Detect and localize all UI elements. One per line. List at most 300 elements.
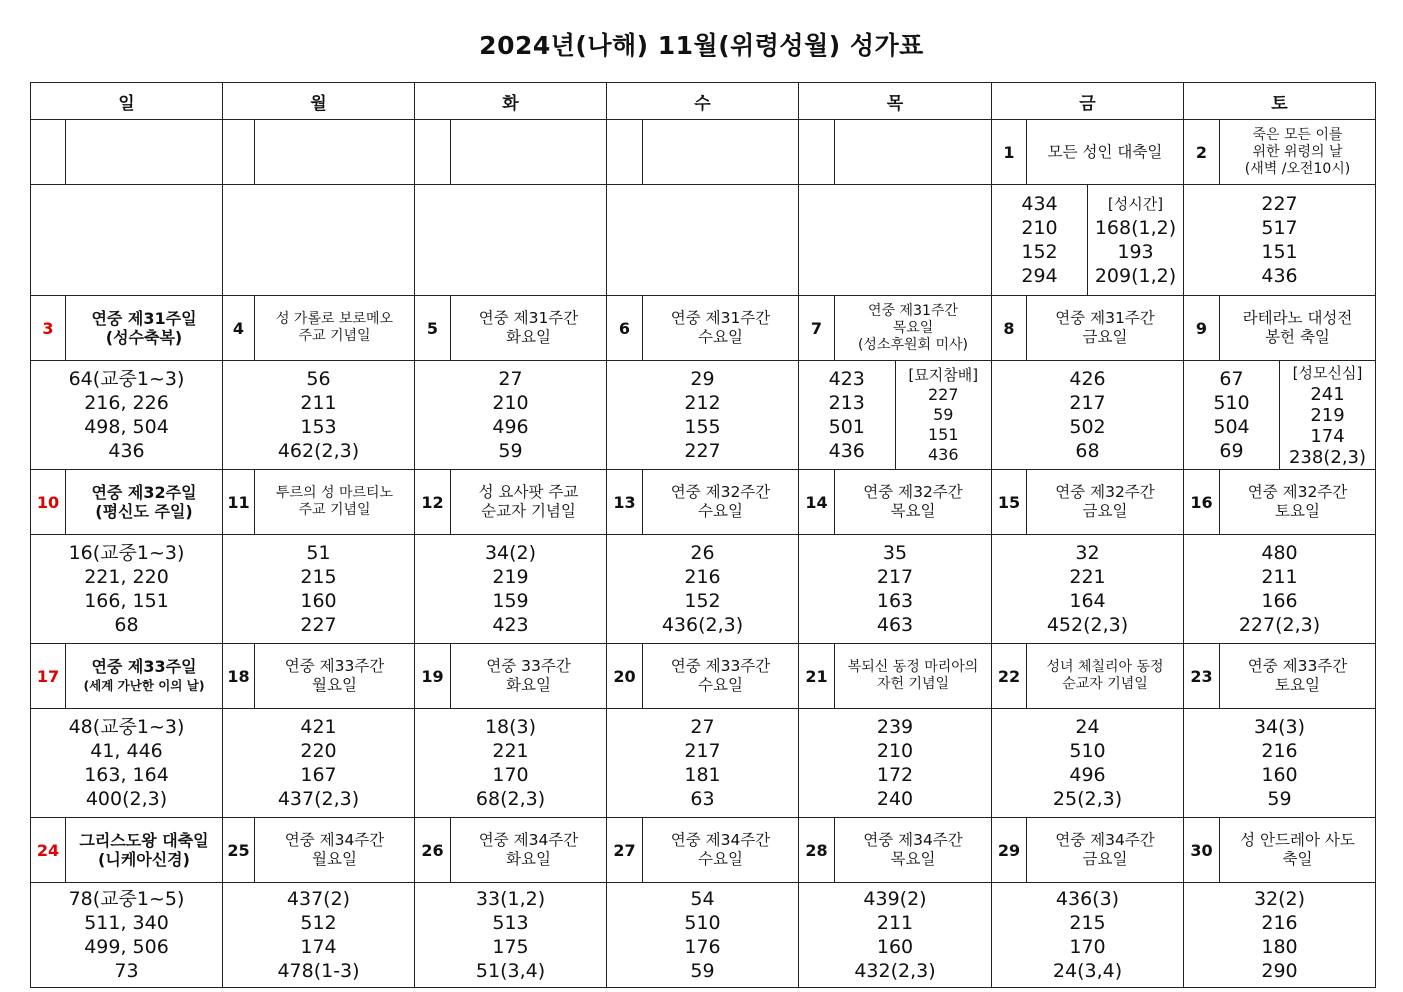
feast-name-line: 화요일 xyxy=(506,676,551,694)
day-feast-name xyxy=(66,470,223,535)
hymn-number: 209(1,2) xyxy=(1094,265,1177,287)
feast-name-line: 토요일 xyxy=(1275,502,1320,520)
hymn-cell xyxy=(31,709,223,818)
feast-name-line: 수요일 xyxy=(698,502,743,520)
hymn-number: 239 xyxy=(876,716,914,738)
hymn-number: 213 xyxy=(828,392,865,414)
feast-name-line: (니케아신경) xyxy=(98,850,190,869)
hymn-number: 155 xyxy=(684,416,721,438)
hymn-number: 174 xyxy=(1310,425,1345,447)
feast-name-line: 성녀 체칠리아 동정 xyxy=(1046,659,1164,675)
hymn-number: 216 xyxy=(684,566,721,588)
hymn-number: 69 xyxy=(1219,440,1244,462)
hymn-number: 216 xyxy=(1261,912,1298,934)
feast-name-line: 순교자 기념일 xyxy=(481,502,576,520)
day-feast-name xyxy=(451,470,607,535)
day-number xyxy=(223,120,255,185)
hymn-main-list xyxy=(992,185,1087,295)
day-feast-name xyxy=(1220,120,1376,185)
hymn-number: 437(2) xyxy=(286,888,351,910)
hymn-number: 167 xyxy=(300,764,337,786)
hymn-cell xyxy=(31,361,223,470)
hymn-extra-list xyxy=(1279,361,1375,469)
weekday-header: 일 xyxy=(31,83,223,120)
day-number: 16 xyxy=(1184,470,1220,535)
date-row xyxy=(31,644,1376,709)
hymn-number: 423 xyxy=(492,614,529,636)
hymn-number: 423 xyxy=(828,368,865,390)
hymn-number: 513 xyxy=(492,912,529,934)
hymn-number: 68(2,3) xyxy=(475,788,546,810)
hymn-cell xyxy=(223,535,415,644)
hymn-extra-list xyxy=(895,361,992,469)
hymn-main-list xyxy=(799,361,895,469)
feast-name-line: 연중 제33주일 xyxy=(91,657,197,676)
feast-name-line: 금요일 xyxy=(1082,502,1128,520)
hymn-number: 166 xyxy=(1261,590,1298,612)
feast-name-line: 수요일 xyxy=(698,676,743,694)
hymn-cell xyxy=(1184,709,1376,818)
day-number: 29 xyxy=(992,818,1027,883)
hymn-number: 170 xyxy=(1069,936,1106,958)
date-row xyxy=(31,296,1376,361)
hymn-number: 170 xyxy=(492,764,529,786)
day-number: 11 xyxy=(223,470,255,535)
day-feast-name xyxy=(835,470,992,535)
day-number: 15 xyxy=(992,470,1027,535)
feast-name-line: (성소후원회 미사) xyxy=(857,336,969,353)
hymn-number: 238(2,3) xyxy=(1288,446,1367,468)
hymn-number: 227(2,3) xyxy=(1238,614,1321,636)
hymn-number: 217 xyxy=(1069,392,1106,414)
feast-name-line: 연중 제31주간 xyxy=(670,309,771,327)
day-number: 9 xyxy=(1184,296,1220,361)
weekday-header: 화 xyxy=(415,83,607,120)
day-feast-name xyxy=(66,296,223,361)
hymn-number: 152 xyxy=(684,590,721,612)
day-feast-name xyxy=(1220,818,1376,883)
day-feast-name xyxy=(835,120,992,185)
day-feast-name xyxy=(1027,644,1184,709)
day-feast-name xyxy=(835,644,992,709)
day-feast-name xyxy=(1027,818,1184,883)
hymn-cell xyxy=(223,883,415,988)
hymn-number: 463 xyxy=(876,614,914,636)
feast-name-line: 라테라노 대성전 xyxy=(1242,309,1353,327)
hymn-number: 290 xyxy=(1261,960,1298,982)
hymn-number: 432(2,3) xyxy=(854,960,936,982)
day-number: 7 xyxy=(799,296,835,361)
hymn-cell xyxy=(223,185,415,296)
hymn-cell xyxy=(992,535,1184,644)
day-number: 3 xyxy=(31,296,66,361)
feast-name-line: 연중 제32주간 xyxy=(863,483,963,501)
day-number: 18 xyxy=(223,644,255,709)
hymn-number: 34(3) xyxy=(1253,716,1306,738)
hymn-number: 160 xyxy=(300,590,337,612)
hymn-cell xyxy=(607,535,799,644)
hymn-cell xyxy=(223,709,415,818)
feast-name-line: 연중 제31주간 xyxy=(1055,309,1155,327)
hymn-number: 59 xyxy=(690,960,715,982)
day-number: 19 xyxy=(415,644,451,709)
hymn-cell xyxy=(415,709,607,818)
hymn-cell xyxy=(992,361,1184,470)
hymn-number: 496 xyxy=(492,416,529,438)
hymn-cell xyxy=(607,361,799,470)
hymn-cell xyxy=(607,883,799,988)
feast-name-line: 연중 제34주간 xyxy=(478,831,579,849)
hymn-number: 174 xyxy=(300,936,337,958)
feast-name-line: 토요일 xyxy=(1275,676,1320,694)
hymn-number: 56 xyxy=(306,368,331,390)
hymn-number: 24 xyxy=(1075,716,1100,738)
hymn-cell xyxy=(799,709,992,818)
hymn-cell xyxy=(607,709,799,818)
hymn-cell xyxy=(799,883,992,988)
hymn-number: 240 xyxy=(876,788,914,810)
hymn-number: 504 xyxy=(1213,416,1250,438)
hymn-number: 180 xyxy=(1261,936,1298,958)
weekday-header: 목 xyxy=(799,83,992,120)
hymn-cell xyxy=(31,185,223,296)
hymn-cell xyxy=(223,361,415,470)
hymn-cell xyxy=(415,361,607,470)
hymn-number: 241 xyxy=(1310,383,1345,405)
hymn-number: 436 xyxy=(927,445,959,464)
day-number: 14 xyxy=(799,470,835,535)
feast-name-line: 성 가롤로 보로메오 xyxy=(275,311,394,327)
hymn-number: 160 xyxy=(1261,764,1298,786)
hymn-number: 227 xyxy=(300,614,337,636)
day-number: 17 xyxy=(31,644,66,709)
day-number: 26 xyxy=(415,818,451,883)
hymn-number: 498, 504 xyxy=(84,416,169,438)
hymn-number: 78(교중1~5) xyxy=(68,888,185,910)
hymn-number: 421 xyxy=(300,716,337,738)
hymn-number: 480 xyxy=(1261,542,1298,564)
hymn-number: 294 xyxy=(1021,265,1058,287)
hymn-number: 29 xyxy=(690,368,715,390)
hymn-number: 166, 151 xyxy=(84,590,169,612)
hymn-number: 68 xyxy=(1075,440,1100,462)
hymn-number: 478(1-3) xyxy=(277,960,360,982)
feast-name-line: 연중 제32주간 xyxy=(1055,483,1155,501)
day-feast-name xyxy=(643,296,799,361)
hymn-extra-label: [성모신심] xyxy=(1292,363,1363,382)
hymn-number: 175 xyxy=(492,936,529,958)
hymn-number: 193 xyxy=(1117,241,1154,263)
day-number: 4 xyxy=(223,296,255,361)
feast-name-line: (세계 가난한 이의 날) xyxy=(83,678,205,693)
hymn-number: 436 xyxy=(1261,265,1298,287)
feast-name-line: 봉헌 축일 xyxy=(1265,328,1330,346)
hymn-row xyxy=(31,709,1376,818)
day-feast-name xyxy=(255,818,415,883)
hymn-number: 211 xyxy=(300,392,337,414)
feast-name-line: 월요일 xyxy=(312,850,357,868)
hymn-number: 33(1,2) xyxy=(475,888,546,910)
day-number: 6 xyxy=(607,296,643,361)
day-number: 20 xyxy=(607,644,643,709)
hymn-number: 219 xyxy=(492,566,529,588)
feast-name-line: 연중 제33주간 xyxy=(284,657,385,675)
feast-name-line: 주교 기념일 xyxy=(298,328,371,344)
hymn-number: 163 xyxy=(876,590,914,612)
feast-name-line: 자헌 기념일 xyxy=(876,676,950,692)
feast-name-line: 목요일 xyxy=(890,502,936,520)
feast-name-line: 연중 33주간 xyxy=(486,657,571,675)
feast-name-line: 연중 제32주일 xyxy=(91,483,197,502)
hymn-row xyxy=(31,361,1376,470)
feast-name-line: 죽은 모든 이를 xyxy=(1252,126,1343,143)
day-feast-name xyxy=(643,120,799,185)
hymn-number: 211 xyxy=(1261,566,1298,588)
feast-name-line: 목요일 xyxy=(892,319,934,336)
hymn-number: 510 xyxy=(1069,740,1106,762)
weekday-header: 월 xyxy=(223,83,415,120)
hymn-cell xyxy=(1184,883,1376,988)
feast-name-line: 수요일 xyxy=(698,850,743,868)
feast-name-line: 연중 제33주간 xyxy=(670,657,771,675)
hymn-cell xyxy=(1184,535,1376,644)
feast-name-line: 연중 제33주간 xyxy=(1247,657,1348,675)
hymn-number: 499, 506 xyxy=(84,936,169,958)
weekday-header: 금 xyxy=(992,83,1184,120)
day-feast-name xyxy=(66,120,223,185)
hymn-number: 227 xyxy=(1261,193,1298,215)
hymn-number: 219 xyxy=(1310,404,1345,426)
feast-name-line: 목요일 xyxy=(890,850,936,868)
hymn-number: 59 xyxy=(1267,788,1292,810)
day-number: 25 xyxy=(223,818,255,883)
hymn-number: 181 xyxy=(684,764,721,786)
weekday-header-row xyxy=(31,83,1376,120)
day-number xyxy=(415,120,451,185)
feast-name-line: 투르의 성 마르티노 xyxy=(275,485,394,501)
hymn-number: 462(2,3) xyxy=(277,440,360,462)
date-row xyxy=(31,470,1376,535)
day-feast-name xyxy=(1027,470,1184,535)
hymn-number: 212 xyxy=(684,392,721,414)
hymn-number: 501 xyxy=(828,416,865,438)
hymn-number: 54 xyxy=(690,888,715,910)
day-number: 30 xyxy=(1184,818,1220,883)
hymn-number: 227 xyxy=(684,440,721,462)
hymn-number: 32 xyxy=(1075,542,1100,564)
hymn-number: 436(3) xyxy=(1055,888,1120,910)
hymn-number: 25(2,3) xyxy=(1052,788,1123,810)
hymn-number: 511, 340 xyxy=(84,912,169,934)
hymn-number: 176 xyxy=(684,936,721,958)
hymn-schedule-table xyxy=(30,82,1376,988)
feast-name-line: 화요일 xyxy=(506,328,551,346)
hymn-extra-list xyxy=(1087,185,1183,295)
feast-name-line: 축일 xyxy=(1282,850,1313,868)
day-feast-name xyxy=(451,818,607,883)
day-feast-name xyxy=(451,644,607,709)
hymn-number: 227 xyxy=(927,385,959,404)
feast-name-line: 연중 제34주간 xyxy=(284,831,385,849)
feast-name-line: 금요일 xyxy=(1082,328,1128,346)
feast-name-line: 연중 제32주간 xyxy=(1247,483,1348,501)
hymn-cell xyxy=(1184,185,1376,296)
hymn-number: 27 xyxy=(498,368,523,390)
day-feast-name xyxy=(255,120,415,185)
hymn-number: 73 xyxy=(114,960,139,982)
page-title: 2024년(나해) 11월(위령성월) 성가표 xyxy=(479,31,924,60)
feast-name-line: 성 안드레아 사도 xyxy=(1240,831,1355,849)
hymn-number: 496 xyxy=(1069,764,1106,786)
hymn-number: 221 xyxy=(492,740,529,762)
date-row xyxy=(31,120,1376,185)
hymn-number: 159 xyxy=(492,590,529,612)
day-number xyxy=(31,120,66,185)
hymn-cell xyxy=(607,185,799,296)
hymn-number: 59 xyxy=(933,405,954,424)
feast-name-line: 월요일 xyxy=(312,676,357,694)
date-row xyxy=(31,818,1376,883)
day-number: 2 xyxy=(1184,120,1220,185)
hymn-number: 510 xyxy=(1213,392,1250,414)
hymn-cell xyxy=(799,185,992,296)
hymn-number: 216, 226 xyxy=(84,392,169,414)
hymn-number: 517 xyxy=(1261,217,1298,239)
hymn-number: 68 xyxy=(114,614,139,636)
hymn-row xyxy=(31,883,1376,988)
day-feast-name xyxy=(66,818,223,883)
feast-name-line: 그리스도왕 대축일 xyxy=(79,831,209,850)
hymn-number: 151 xyxy=(1261,241,1298,263)
day-number: 10 xyxy=(31,470,66,535)
hymn-number: 211 xyxy=(876,912,914,934)
feast-name-line: 복되신 동정 마리아의 xyxy=(847,659,979,675)
feast-name-line: 연중 제34주간 xyxy=(670,831,771,849)
hymn-number: 210 xyxy=(876,740,914,762)
day-feast-name xyxy=(255,470,415,535)
day-number: 8 xyxy=(992,296,1027,361)
weekday-header: 수 xyxy=(607,83,799,120)
hymn-number: 220 xyxy=(300,740,337,762)
feast-name-line: 연중 제34주간 xyxy=(863,831,963,849)
feast-name-line: 연중 제31주간 xyxy=(868,302,958,319)
hymn-cell xyxy=(992,709,1184,818)
day-number: 13 xyxy=(607,470,643,535)
hymn-main-list xyxy=(1184,361,1279,469)
hymn-number: 16(교중1~3) xyxy=(68,542,185,564)
feast-name-line: 모든 성인 대축일 xyxy=(1047,142,1163,161)
hymn-number: 151 xyxy=(927,425,959,444)
hymn-number: 48(교중1~3) xyxy=(68,716,185,738)
hymn-number: 400(2,3) xyxy=(85,788,168,810)
day-feast-name xyxy=(1220,470,1376,535)
hymn-number: 221 xyxy=(1069,566,1106,588)
feast-name-line: 화요일 xyxy=(506,850,551,868)
hymn-number: 34(2) xyxy=(484,542,537,564)
day-feast-name xyxy=(643,470,799,535)
day-number: 28 xyxy=(799,818,835,883)
hymn-number: 215 xyxy=(300,566,337,588)
hymn-extra-label: [성시간] xyxy=(1107,195,1164,213)
hymn-number: 32(2) xyxy=(1253,888,1306,910)
feast-name-line: 위한 위령의 날 xyxy=(1252,143,1343,160)
feast-name-line: (성수축복) xyxy=(105,328,183,347)
hymn-number: 164 xyxy=(1069,590,1106,612)
hymn-number: 24(3,4) xyxy=(1052,960,1123,982)
day-number: 22 xyxy=(992,644,1027,709)
day-feast-name xyxy=(451,296,607,361)
hymn-number: 426 xyxy=(1069,368,1106,390)
day-number: 27 xyxy=(607,818,643,883)
day-feast-name xyxy=(1027,296,1184,361)
hymn-number: 172 xyxy=(876,764,914,786)
day-feast-name xyxy=(835,818,992,883)
hymn-cell xyxy=(415,535,607,644)
hymn-number: 41, 446 xyxy=(90,740,163,762)
hymn-number: 35 xyxy=(882,542,908,564)
hymn-number: 67 xyxy=(1219,368,1244,390)
feast-name-line: 연중 제31주일 xyxy=(91,309,197,328)
day-number: 24 xyxy=(31,818,66,883)
hymn-number: 512 xyxy=(300,912,337,934)
hymn-cell xyxy=(31,883,223,988)
hymn-number: 163, 164 xyxy=(84,764,169,786)
hymn-cell xyxy=(992,185,1184,296)
feast-name-line: 연중 제32주간 xyxy=(670,483,771,501)
hymn-number: 217 xyxy=(684,740,721,762)
hymn-number: 502 xyxy=(1069,416,1106,438)
hymn-cell xyxy=(799,361,992,470)
weekday-header: 토 xyxy=(1184,83,1376,120)
hymn-number: 210 xyxy=(492,392,529,414)
day-feast-name xyxy=(1220,296,1376,361)
hymn-cell xyxy=(799,535,992,644)
hymn-number: 439(2) xyxy=(863,888,927,910)
hymn-cell xyxy=(415,883,607,988)
day-feast-name xyxy=(451,120,607,185)
day-feast-name xyxy=(255,644,415,709)
hymn-number: 160 xyxy=(876,936,914,958)
feast-name-line: 연중 제31주간 xyxy=(478,309,579,327)
day-number xyxy=(607,120,643,185)
hymn-number: 434 xyxy=(1021,193,1058,215)
feast-name-line: 금요일 xyxy=(1082,850,1128,868)
hymn-number: 437(2,3) xyxy=(277,788,360,810)
hymn-number: 26 xyxy=(690,542,715,564)
hymn-number: 436 xyxy=(828,440,865,462)
day-number: 1 xyxy=(992,120,1027,185)
day-feast-name xyxy=(1027,120,1184,185)
day-feast-name xyxy=(1220,644,1376,709)
hymn-number: 168(1,2) xyxy=(1094,217,1177,239)
day-feast-name xyxy=(255,296,415,361)
hymn-row xyxy=(31,185,1376,296)
day-number: 23 xyxy=(1184,644,1220,709)
day-number xyxy=(799,120,835,185)
feast-name-line: 성 요사팟 주교 xyxy=(478,483,579,501)
feast-name-line: (새벽 /오전10시) xyxy=(1244,160,1351,177)
feast-name-line: 연중 제34주간 xyxy=(1055,831,1155,849)
feast-name-line: 주교 기념일 xyxy=(298,502,371,518)
day-number: 21 xyxy=(799,644,835,709)
hymn-number: 64(교중1~3) xyxy=(68,368,185,390)
hymn-number: 152 xyxy=(1021,241,1058,263)
day-feast-name xyxy=(835,296,992,361)
day-number: 5 xyxy=(415,296,451,361)
hymn-number: 18(3) xyxy=(484,716,537,738)
feast-name-line: (평신도 주일) xyxy=(95,502,193,521)
feast-name-line: 순교자 기념일 xyxy=(1062,676,1148,692)
